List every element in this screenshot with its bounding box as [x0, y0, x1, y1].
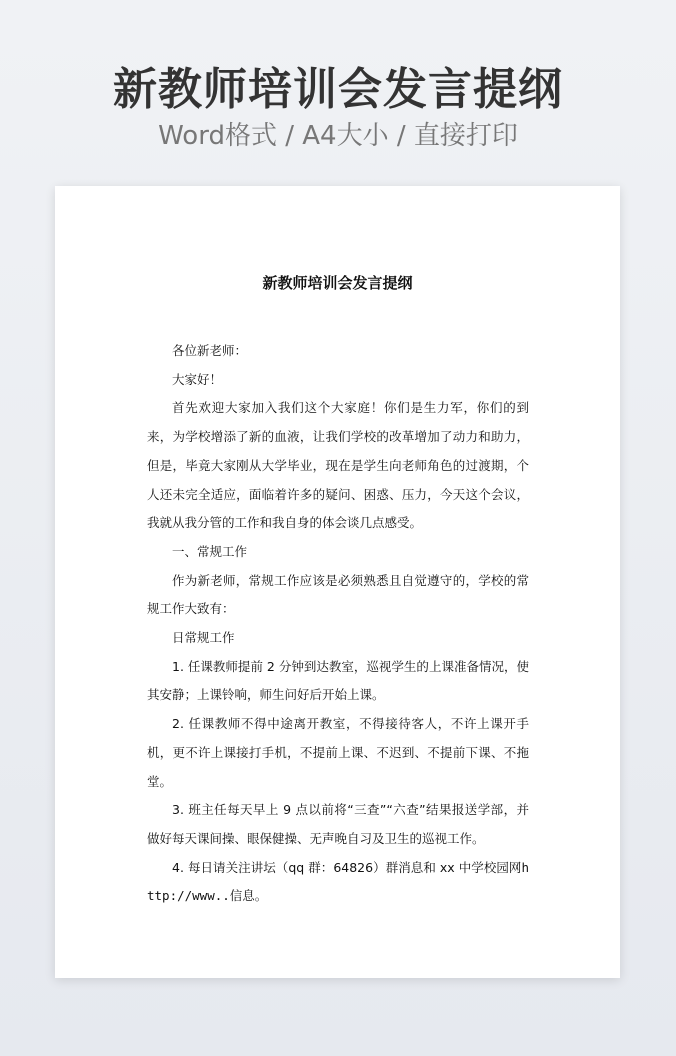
document-body	[147, 337, 529, 911]
subsection-heading: 日常规工作	[172, 630, 235, 646]
hello-paragraph: 大家好！	[172, 371, 223, 387]
intro-paragraph: 首先欢迎大家加入我们这个大家庭！你们是生力军，你们的到来，为学校增添了新的血液，让我们学校的改革增加了动力和助力，但是，毕竟大家刚从大学毕业，现在是学生向老师角色的过渡期，个人还未完全适应，面临着许多的疑问、困惑、压力，今天这个会议，我就从我分管的工作和我自身的体会谈几点感受。	[147, 400, 529, 531]
greeting-paragraph: 各位新老师：	[172, 343, 248, 358]
page-title: 新教师培训会发言提纲	[113, 64, 563, 115]
list-item-4-url: http://www..	[147, 859, 529, 904]
section-heading: 一、常规工作	[172, 543, 248, 559]
list-item-4-text: 4. 每日请关注讲坛（qq 群：64826）群消息和 xx 中学校园网	[172, 859, 522, 875]
document-title: 新教师培训会发言提纲	[262, 274, 413, 292]
list-item-3: 3. 班主任每天早上 9 点以前将“三查”“六查”结果报送学部，并做好每天课间操、眼保健操、无声晚自习及卫生的巡视工作。	[147, 802, 529, 846]
document-page	[55, 186, 620, 978]
list-item-1: 1. 任课教师提前 2 分钟到达教室，巡视学生的上课准备情况，使其安静；上课铃响，师生问好后开始上课。	[147, 658, 529, 703]
list-item-2: 2. 任课教师不得中途离开教室，不得接待客人，不许上课开手机，更不许上课接打手机，不提前上课、不迟到、不提前下课、不拖堂。	[147, 716, 529, 789]
list-item-4-end: 信息。	[229, 888, 268, 904]
section-intro-paragraph: 作为新老师，常规工作应该是必须熟悉且自觉遵守的，学校的常规工作大致有：	[147, 572, 529, 617]
page-subtitle: Word格式 / A4大小 / 直接打印	[158, 121, 518, 151]
list-item-4	[147, 854, 529, 911]
